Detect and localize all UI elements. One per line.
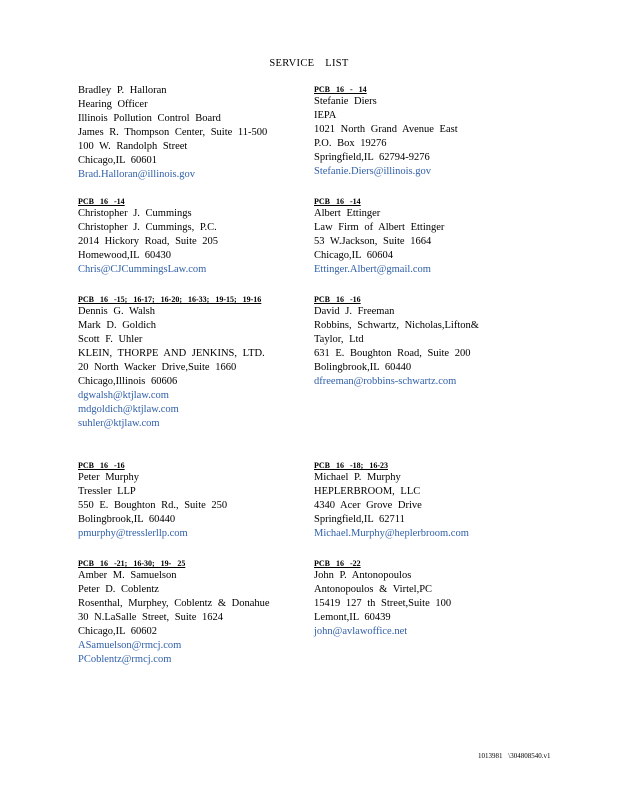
email-link[interactable]: Michael.Murphy@heplerbroom.com [314, 528, 469, 539]
pcb-case-number: PCB 16 -16 [78, 461, 125, 470]
email-link[interactable]: PCoblentz@rmcj.com [78, 654, 172, 665]
email-link[interactable]: Chris@CJCummingsLaw.com [78, 264, 207, 275]
address-line: KLEIN, THORPE AND JENKINS, LTD. [78, 348, 265, 359]
email-link[interactable]: Brad.Halloran@illinois.gov [78, 169, 195, 180]
service-entry [314, 84, 544, 179]
pcb-case-number: PCB 16 -18; 16-23 [314, 461, 388, 470]
address-line: HEPLERBROOM, LLC [314, 486, 421, 497]
address-line: Taylor, Ltd [314, 334, 364, 345]
address-line: Mark D. Goldich [78, 320, 157, 331]
address-line: 100 W. Randolph Street [78, 141, 188, 152]
address-line: 53 W.Jackson, Suite 1664 [314, 236, 432, 247]
contact-name: Albert Ettinger [314, 208, 381, 219]
page-title: SERVICE LIST [269, 58, 349, 69]
service-entry [314, 294, 544, 389]
address-line: Springfield,IL 62711 [314, 514, 405, 525]
address-line: 20 North Wacker Drive,Suite 1660 [78, 362, 237, 373]
address-line: 550 E. Boughton Rd., Suite 250 [78, 500, 228, 511]
pcb-case-number: PCB 16 -22 [314, 559, 361, 568]
address-line: 1021 North Grand Avenue East [314, 124, 458, 135]
email-link[interactable]: ASamuelson@rmcj.com [78, 640, 182, 651]
email-link[interactable]: mdgoldich@ktjlaw.com [78, 404, 179, 415]
pcb-case-number: PCB 16 -16 [314, 295, 361, 304]
address-line: Tressler LLP [78, 486, 136, 497]
address-line: Springfield,IL 62794-9276 [314, 152, 430, 163]
contact-name: David J. Freeman [314, 306, 395, 317]
address-line: 15419 127 th Street,Suite 100 [314, 598, 452, 609]
address-line: Hearing Officer [78, 99, 148, 110]
contact-name: Bradley P. Halloran [78, 85, 167, 96]
pcb-case-number: PCB 16 -15; 16-17; 16-20; 16-33; 19-15; 19-16 [78, 295, 262, 304]
contact-name: Christopher J. Cummings [78, 208, 192, 219]
pcb-case-number: PCB 16 - 14 [314, 85, 367, 94]
email-link[interactable]: suhler@ktjlaw.com [78, 418, 160, 429]
address-line: Chicago,Illinois 60606 [78, 376, 178, 387]
address-line: 631 E. Boughton Road, Suite 200 [314, 348, 471, 359]
address-line: Illinois Pollution Control Board [78, 113, 221, 124]
address-line: Scott F. Uhler [78, 334, 143, 345]
email-link[interactable]: dfreeman@robbins-schwartz.com [314, 376, 457, 387]
address-line: James R. Thompson Center, Suite 11-500 [78, 127, 268, 138]
document-footer-id: 1013981 \304808540.v1 [478, 752, 551, 760]
address-line: Chicago,IL 60602 [78, 626, 158, 637]
address-line: Peter D. Coblentz [78, 584, 159, 595]
address-line: Lemont,IL 60439 [314, 612, 391, 623]
address-line: Robbins, Schwartz, Nicholas,Lifton& [314, 320, 479, 331]
pcb-case-number: PCB 16 -14 [314, 197, 361, 206]
email-link[interactable]: pmurphy@tresslerllp.com [78, 528, 188, 539]
service-entry [314, 460, 544, 541]
service-entry [78, 460, 303, 541]
address-line: P.O. Box 19276 [314, 138, 387, 149]
service-entry [314, 558, 544, 639]
contact-name: Amber M. Samuelson [78, 570, 177, 581]
email-link[interactable]: Ettinger.Albert@gmail.com [314, 264, 431, 275]
address-line: Law Firm of Albert Ettinger [314, 222, 445, 233]
service-entry [78, 558, 303, 667]
service-entry [78, 196, 303, 277]
contact-name: Stefanie Diers [314, 96, 377, 107]
service-entry [78, 294, 300, 431]
service-entry [314, 196, 544, 277]
email-link[interactable]: Stefanie.Diers@illinois.gov [314, 166, 431, 177]
address-line: Chicago,IL 60604 [314, 250, 394, 261]
address-line: 30 N.LaSalle Street, Suite 1624 [78, 612, 223, 623]
address-line: Rosenthal, Murphey, Coblentz & Donahue [78, 598, 270, 609]
address-line: Antonopoulos & Virtel,PC [314, 584, 433, 595]
address-line: Homewood,IL 60430 [78, 250, 172, 261]
contact-name: Dennis G. Walsh [78, 306, 155, 317]
email-link[interactable]: dgwalsh@ktjlaw.com [78, 390, 169, 401]
address-line: 2014 Hickory Road, Suite 205 [78, 236, 219, 247]
contact-name: John P. Antonopoulos [314, 570, 412, 581]
address-line: Chicago,IL 60601 [78, 155, 158, 166]
address-line: Bolingbrook,IL 60440 [314, 362, 412, 373]
address-line: IEPA [314, 110, 337, 121]
service-entry [78, 84, 303, 182]
pcb-case-number: PCB 16 -14 [78, 197, 125, 206]
address-line: Christopher J. Cummings, P.C. [78, 222, 217, 233]
address-line: Bolingbrook,IL 60440 [78, 514, 176, 525]
contact-name: Peter Murphy [78, 472, 140, 483]
address-line: 4340 Acer Grove Drive [314, 500, 422, 511]
pcb-case-number: PCB 16 -21; 16-30; 19- 25 [78, 559, 186, 568]
contact-name: Michael P. Murphy [314, 472, 401, 483]
email-link[interactable]: john@avlawoffice.net [314, 626, 408, 637]
